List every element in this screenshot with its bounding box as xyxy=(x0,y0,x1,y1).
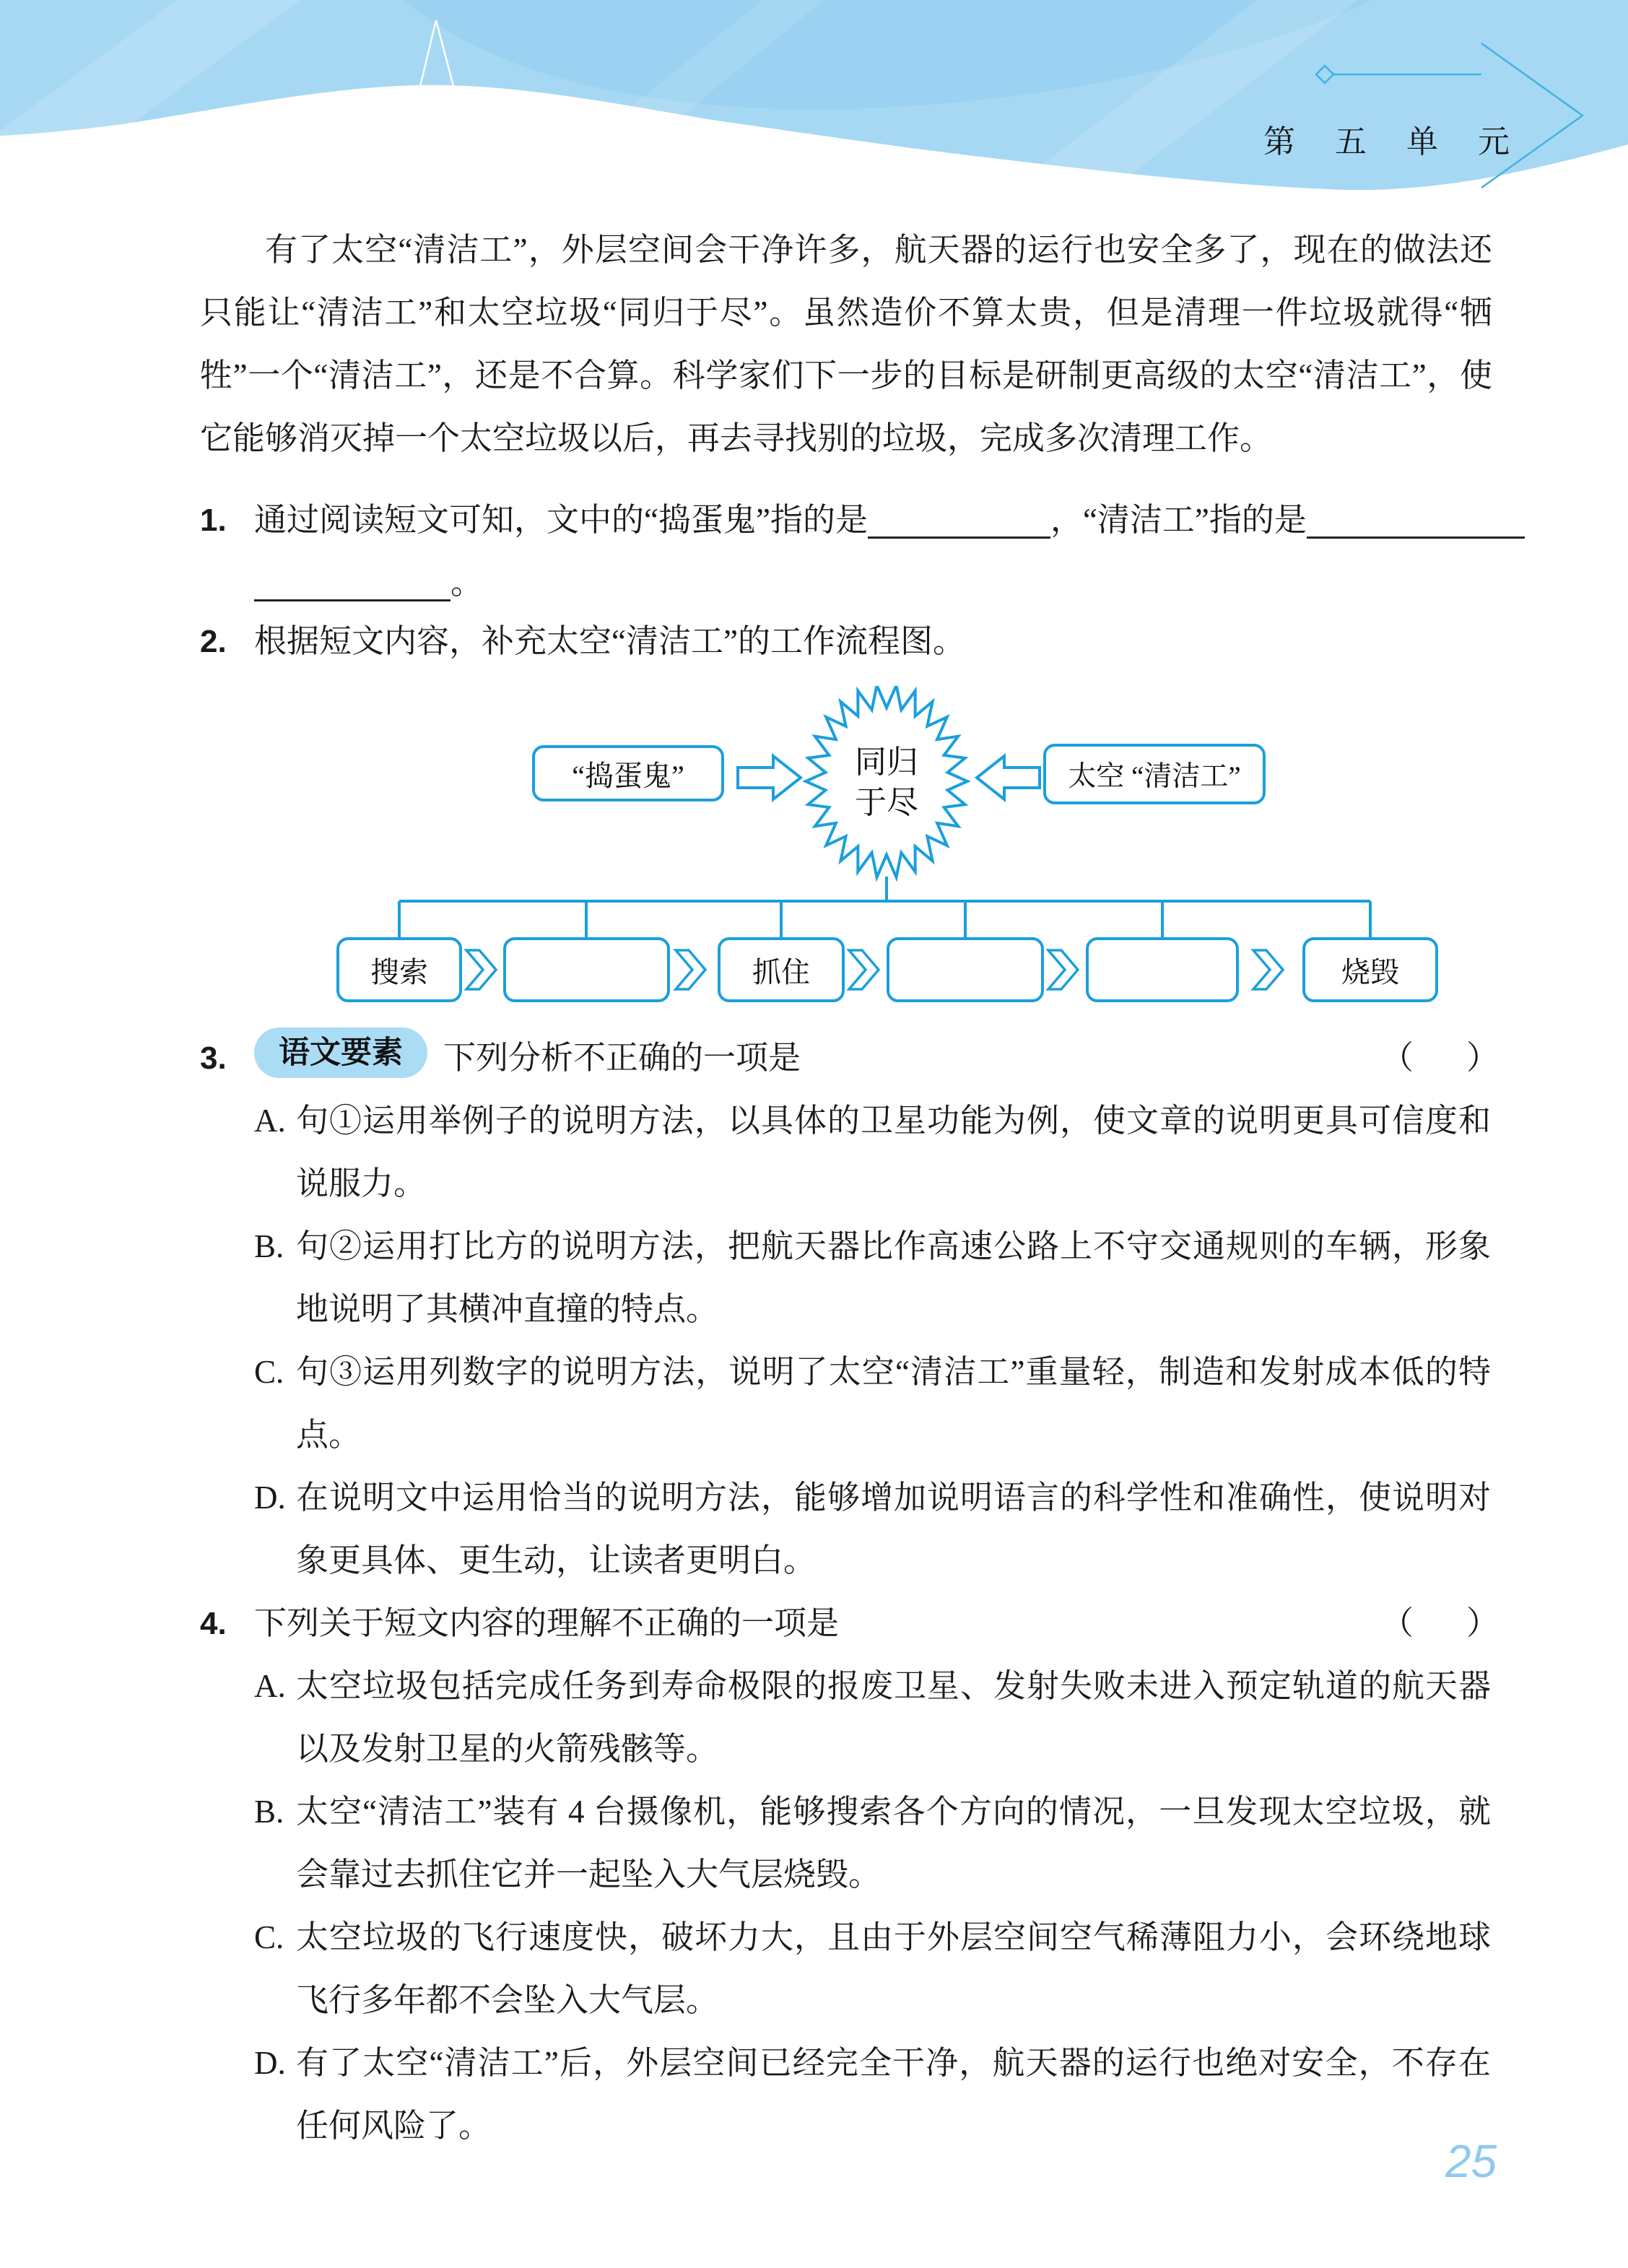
block-arrow-right-icon xyxy=(738,756,801,799)
question-4-answer-bracket: （ ） xyxy=(1380,1605,1509,1641)
reading-passage: 有了太空“清洁工”，外层空间会干净许多，航天器的运行也安全多了，现在的做法还只能让“清洁工”和太空垃圾“同归于尽”。虽然造价不算太贵，但是清理一件垃圾就得“牺牲”一个“清洁工”，还是不合算。科学家们下一步的目标是研制更高级的太空“清洁工”，使它能够消灭掉一个太空垃圾以后，再去寻找别的垃圾，完成多次清理工作。 xyxy=(200,232,1492,456)
question-2-number: 2. xyxy=(200,624,227,659)
question-4-option-c: C. 太空垃圾的飞行速度快，破坏力大，且由于外层空间空气稀薄阻力小，会环绕地球飞行多年都不会坠入大气层。 xyxy=(254,1919,1491,2018)
question-3 xyxy=(200,1027,1509,1592)
question-4-option-d: D. 有了太空“清洁工”后，外层空间已经完全干净，航天器的运行也绝对安全，不存在任何风险了。 xyxy=(254,2045,1491,2144)
header-wave-graphic xyxy=(0,0,1628,217)
question-3-answer-bracket: （ ） xyxy=(1380,1040,1509,1076)
flow-box-burn: 烧毁 xyxy=(1302,937,1438,1002)
question-1-period: 。 xyxy=(450,565,484,601)
question-2-text: 根据短文内容，补充太空“清洁工”的工作流程图。 xyxy=(254,623,965,659)
page-header xyxy=(0,0,1628,217)
question-1-number: 1. xyxy=(200,503,227,538)
question-4-stem: 下列关于短文内容的理解不正确的一项是 xyxy=(254,1605,840,1641)
flow-box-grab: 抓住 xyxy=(718,937,845,1002)
chinese-element-badge: 语文要素 xyxy=(254,1027,427,1078)
question-3-option-a: A. 句①运用举例子的说明方法，以具体的卫星功能为例，使文章的说明更具可信度和说服力。 xyxy=(254,1103,1491,1202)
question-1 xyxy=(200,489,1525,614)
flow-box-search: 搜索 xyxy=(336,937,462,1002)
flow-box-blank-2 xyxy=(887,937,1044,1002)
workflow-diagram xyxy=(0,686,1628,1022)
starburst-label: 同归 于尽 xyxy=(855,744,918,820)
question-4-option-a: A. 太空垃圾包括完成任务到寿命极限的报废卫星、发射失败未进入预定轨道的航天器以及发射卫星的火箭残骸等。 xyxy=(254,1668,1491,1767)
unit-title: 第 五 单 元 xyxy=(1263,124,1525,160)
question-3-stem: 下列分析不正确的一项是 xyxy=(443,1040,801,1076)
block-arrow-left-icon xyxy=(977,756,1040,799)
question-1-text-part2: ，“清洁工”指的是 xyxy=(1050,502,1307,538)
flowchart-connectors xyxy=(399,877,1370,937)
answer-blank-3 xyxy=(254,552,450,601)
question-3-number: 3. xyxy=(200,1040,227,1076)
flow-box-troublemaker: “捣蛋鬼” xyxy=(532,745,724,801)
question-4-number: 4. xyxy=(200,1606,227,1641)
question-4-option-b: B. 太空“清洁工”装有 4 台摄像机，能够搜索各个方向的情况，一旦发现太空垃圾，就会靠过去抓住它并一起坠入大气层烧毁。 xyxy=(254,1794,1491,1893)
answer-blank-2 xyxy=(1307,489,1525,539)
answer-blank-1 xyxy=(868,489,1050,539)
flow-box-blank-1 xyxy=(503,937,670,1002)
question-2 xyxy=(200,610,1492,673)
question-3-option-d: D. 在说明文中运用恰当的说明方法，能够增加说明语言的科学性和准确性，使说明对象更具体、更生动，让读者更明白。 xyxy=(254,1480,1491,1578)
question-4 xyxy=(200,1592,1509,2158)
question-3-option-c: C. 句③运用列数字的说明方法，说明了太空“清洁工”重量轻，制造和发射成本低的特点。 xyxy=(254,1354,1491,1453)
question-3-option-b: B. 句②运用打比方的说明方法，把航天器比作高速公路上不守交通规则的车辆，形象地说明了其横冲直撞的特点。 xyxy=(254,1228,1491,1327)
page-number: 25 xyxy=(1445,2135,1497,2187)
question-1-text-part1: 通过阅读短文可知，文中的“捣蛋鬼”指的是 xyxy=(254,502,868,538)
flow-box-space-cleaner: 太空 “清洁工” xyxy=(1043,744,1266,804)
flow-box-blank-3 xyxy=(1086,937,1239,1002)
